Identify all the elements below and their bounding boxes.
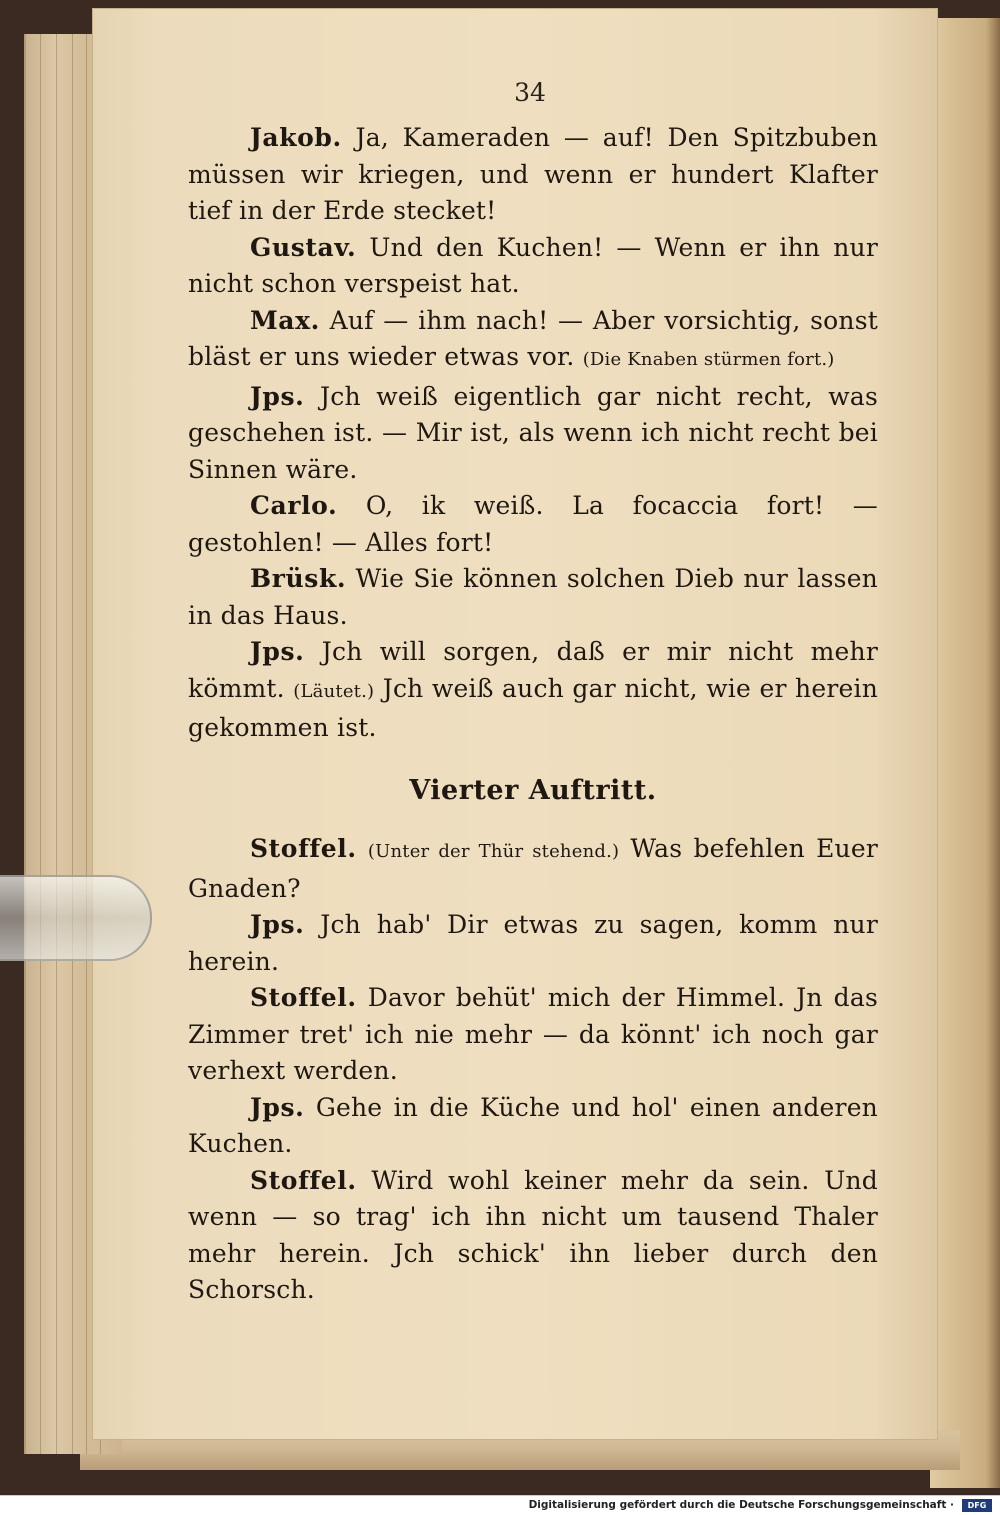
stage-direction: (Läutet.) — [293, 680, 375, 702]
dialogue-text: Was befehlen Euer Gnaden? — [188, 834, 878, 903]
dialogue-paragraph — [188, 980, 878, 1090]
dialogue-text: Davor behüt' mich der Himmel. Jn das Zimmer tret' ich nie mehr — da könnt' ich noch gar verhext werden. — [188, 983, 878, 1085]
speaker-name: Jakob. — [250, 123, 342, 152]
dialogue-text: Jch weiß auch gar nicht, wie er herein gekommen ist. — [188, 673, 878, 742]
speaker-name: Jps. — [250, 637, 305, 666]
footer-credit-bar — [0, 1495, 1000, 1515]
speaker-name: Jps. — [250, 1092, 305, 1122]
stage-direction: (Die Knaben stürmen fort.) — [582, 349, 835, 370]
speaker-name: Jps. — [250, 910, 305, 939]
footer-credit: Digitalisierung gefördert durch die Deutsche Forschungsgemeinschaft · — [528, 1499, 954, 1511]
dialogue-paragraph — [188, 488, 878, 561]
speaker-name: Stoffel. — [250, 983, 357, 1012]
dfg-logo: DFG — [962, 1499, 992, 1512]
dialogue-paragraph — [188, 1090, 878, 1163]
speaker-name: Brüsk. — [250, 564, 347, 593]
speaker-name: Stoffel. — [250, 1165, 357, 1195]
dialogue-paragraph — [188, 634, 878, 747]
dialogue-text: Auf — ihm nach! — Aber vorsichtig, sonst bläst er uns wieder etwas vor. — [188, 305, 878, 371]
dialogue-text: O, ik weiß. La focaccia fort! — gestohlen! — Alles fort! — [188, 491, 878, 557]
page-number: 34 — [514, 78, 546, 107]
dialogue-paragraph — [188, 303, 878, 379]
plastic-clip — [0, 875, 152, 961]
dialogue-paragraph — [188, 561, 878, 634]
speaker-name: Jps. — [250, 381, 305, 411]
dialogue-paragraph — [188, 120, 878, 230]
stage-direction: (Unter der Thür stehend.) — [367, 841, 620, 862]
dialogue-paragraph — [188, 831, 878, 907]
dialogue-paragraph — [188, 1163, 878, 1309]
text-column — [188, 120, 878, 1309]
dialogue-text: Jch weiß eigentlich gar nicht recht, was geschehen ist. — Mir ist, als wenn ich nicht recht bei Sinnen wäre. — [188, 381, 878, 484]
dialogue-text: Gehe in die Küche und hol' einen anderen Kuchen. — [188, 1092, 878, 1158]
dialogue-text: Und den Kuchen! — Wenn er ihn nur nicht schon verspeist hat. — [188, 232, 878, 298]
speaker-name: Max. — [250, 305, 320, 335]
dialogue-paragraph — [188, 379, 878, 489]
dialogue-text: Ja, Kameraden — auf! Den Spitzbuben müssen wir kriegen, und wenn er hundert Klafter tief in der Erde stecket! — [188, 123, 878, 225]
dialogue-text: Jch will sorgen, daß er mir nicht mehr kömmt. — [188, 637, 878, 703]
dialogue-text: Wird wohl keiner mehr da sein. Und wenn — so trag' ich ihn nicht um tausend Thaler mehr herein. Jch schick' ihn lieber durch den Schorsch. — [188, 1165, 878, 1304]
speaker-name: Carlo. — [250, 491, 338, 520]
speaker-name: Gustav. — [250, 232, 357, 262]
scene-heading: Vierter Auftritt. — [409, 774, 657, 806]
dialogue-text: Wie Sie können solchen Dieb nur lassen in das Haus. — [188, 564, 878, 630]
dialogue-text: Jch hab' Dir etwas zu sagen, komm nur herein. — [188, 910, 878, 976]
right-page-edge — [930, 18, 1000, 1488]
speaker-name: Stoffel. — [250, 834, 357, 863]
dialogue-paragraph — [188, 907, 878, 980]
dialogue-paragraph — [188, 230, 878, 303]
